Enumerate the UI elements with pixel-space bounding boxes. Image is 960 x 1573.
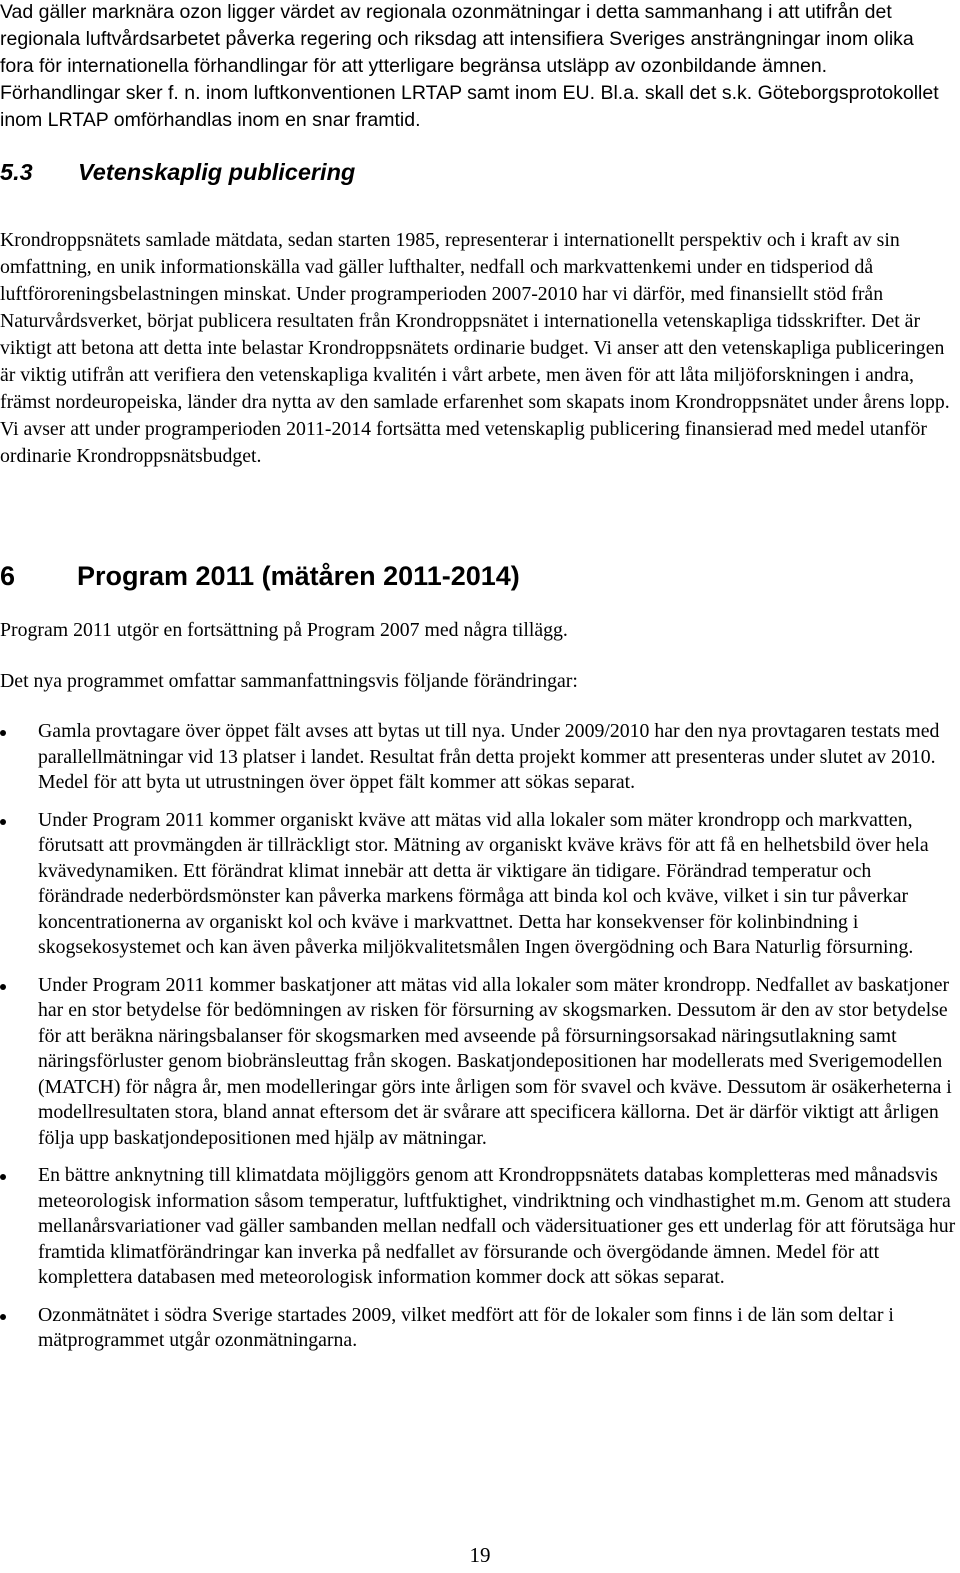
list-item: [0, 1163, 958, 1291]
list-item-text: Under Program 2011 kommer baskatjoner att mätas vid alla lokaler som mäter krondropp. Nedfallet av baskatjoner har en stor betydelse för bedömningen av risken för försurning av skogsmarken. Dessutom är den av stor betydelse för att beräkna näringsbalanser för skogsmarken med avseende på försurningsorsakad näringsutlakning samt näringsförluster genom biobränsleuttag från skogen. Baskatjondepositionen har modellerats med Sverigemodellen (MATCH) för några år, men modelleringar görs inte årligen som för svavel och kväve. Dessutom är osäkerheterna i modellresultaten stora, bland annat eftersom det är svårare att specificera källorna. Det är därför viktigt att årligen följa upp baskatjondepositionen med hjälp av mätningar.: [38, 973, 952, 1149]
list-item-text: Gamla provtagare över öppet fält avses att bytas ut till nya. Under 2009/2010 har den nya provtagaren testats med parallellmätningar vid 13 platser i landet. Resultat från detta projekt kommer att presenteras under slutet av 2010. Medel för att byta ut utrustningen över öppet fält kommer att sökas separat.: [38, 720, 940, 793]
bullet-icon: [0, 1174, 6, 1180]
section-6-title: Program 2011 (mätåren 2011-2014): [77, 561, 520, 591]
bullet-icon: [0, 984, 6, 990]
section-5-3-heading: [0, 157, 355, 187]
list-item: [0, 973, 958, 1152]
intro-paragraph: Vad gäller marknära ozon ligger värdet av regionala ozonmätningar i detta sammanhang i att utifrån det regionala luftvårdsarbetet påverka regering och riksdag att intensifiera Sveriges ansträngningar inom olika fora för internationella förhandlingar för att ytterligare begränsa utsläpp av ozonbildande ämnen. Förhandlingar sker f. n. inom luftkonventionen LRTAP samt inom EU. Bl.a. skall det s.k. Göteborgsprotokollet inom LRTAP omförhandlas inom en snar framtid.: [0, 1, 939, 131]
changes-list: [0, 719, 958, 1366]
section-6-paragraph-2: Det nya programmet omfattar sammanfattningsvis följande förändringar:: [0, 670, 578, 692]
bullet-icon: [0, 1314, 6, 1320]
list-item: [0, 719, 958, 796]
section-6-heading: [0, 559, 520, 593]
list-item-text: En bättre anknytning till klimatdata möjliggörs genom att Krondroppsnätets databas kompletteras med månadsvis meteorologisk information såsom temperatur, luftfuktighet, vindriktning och vindhastighet m.m. Genom att studera mellanårsvariationer vad gäller sambanden mellan nedfall och vädersituationer ges ett underlag för att förutsäga hur framtida klimatförändringar kan inverka på nedfallet av försurande och övergödande ämnen. Medel för att komplettera databasen med meteorologisk information kommer dock att sökas separat.: [38, 1164, 956, 1288]
section-5-3-title: Vetenskaplig publicering: [78, 159, 356, 185]
list-item: [0, 1303, 958, 1354]
list-item: [0, 808, 958, 961]
page-number: 19: [469, 1543, 491, 1567]
list-item-text: Under Program 2011 kommer organiskt kväve att mätas vid alla lokaler som mäter krondropp och markvatten, förutsatt att provmängden är tillräckligt stor. Mätning av organiskt kväve krävs för att få en helhetsbild över hela kvävedynamiken. Ett förändrat klimat innebär att detta är viktigare än tidigare. Förändrad temperatur och förändrade nederbördsmönster kan påverka markens förmåga att binda kol och kväve, vilket i sin tur påverkar koncentrationerna av organiskt kol och kväve i markvattnet. Detta har konsekvenser för kolinbindning i skogsekosystemet och kan även påverka miljökvalitetsmålen Ingen övergödning och Bara Naturlig försurning.: [38, 808, 929, 958]
bullet-icon: [0, 730, 6, 736]
bullet-icon: [0, 819, 6, 825]
section-6-number: 6: [0, 561, 16, 591]
list-item-text: Ozonmätnätet i södra Sverige startades 2009, vilket medfört att för de lokaler som finns i de län som deltar i mätprogrammet utgår ozonmätningarna.: [38, 1303, 894, 1351]
section-6-paragraph-1: Program 2011 utgör en fortsättning på Program 2007 med några tillägg.: [0, 619, 568, 641]
section-5-3-number: 5.3: [0, 159, 33, 185]
section-5-3-paragraph: Krondroppsnätets samlade mätdata, sedan starten 1985, representerar i internationellt perspektiv och i kraft av sin omfattning, en unik informationskälla vad gäller lufthalter, nedfall och markvattenkemi under en tidsperiod då luftföroreningsbelastningen minskat. Under programperioden 2007-2010 har vi därför, med finansiellt stöd från Naturvårdsverket, börjat publicera resultaten från Krondroppsnätet i internationella vetenskapliga tidsskrifter. Det är viktigt att betona att detta inte belastar Krondroppsnätets ordinarie budget. Vi anser att den vetenskapliga publiceringen är viktig utifrån att verifiera den vetenskapliga kvalitén i vårt arbete, men även för att låta miljöforskningen i andra, främst nordeuropeiska, länder dra nytta av den samlade erfarenhet som skapats inom Krondroppsnätet under årens lopp. Vi avser att under programperioden 2011-2014 fortsätta med vetenskaplig publicering finansierad med medel utanför ordinarie Krondroppsnätsbudget.: [0, 229, 950, 467]
